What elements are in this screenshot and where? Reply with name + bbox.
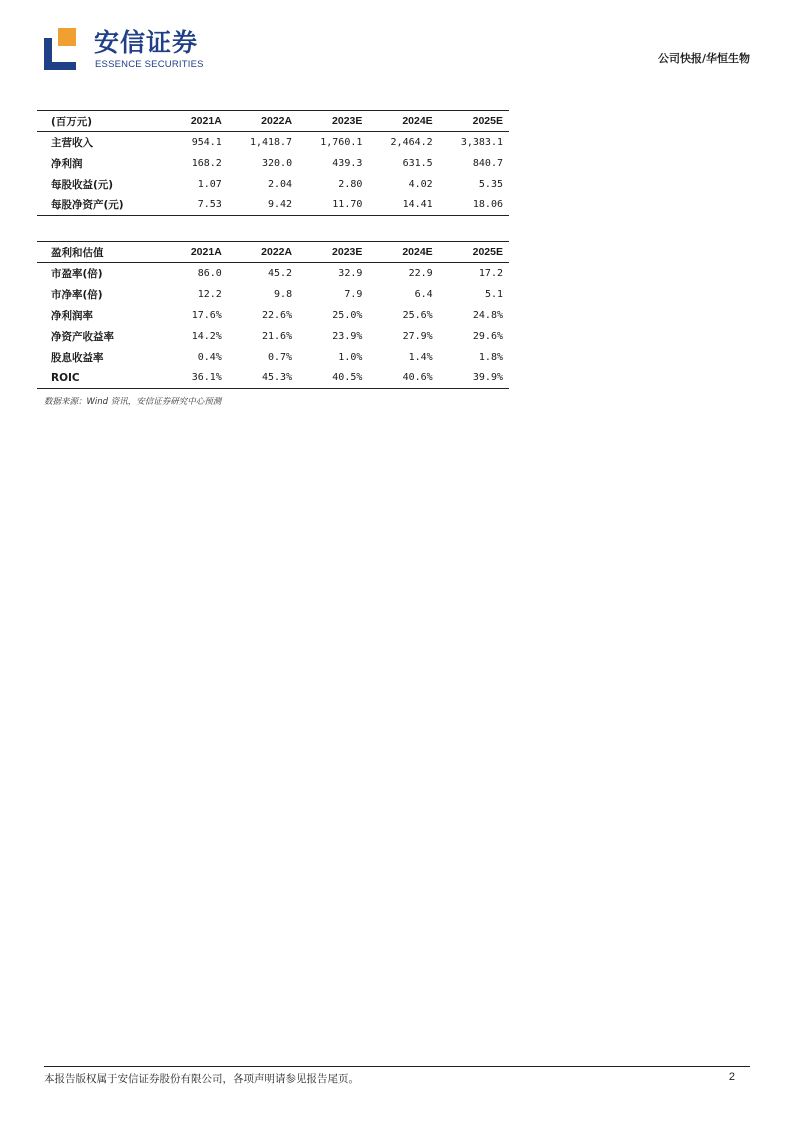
table-cell: 9.42 [228, 195, 298, 216]
row-label: 市净率(倍) [51, 288, 103, 301]
table-cell: 1.8% [478, 351, 503, 363]
table-cell: 1,760.1 [320, 136, 363, 148]
valuation-table [37, 241, 509, 389]
table-cell: 12.2 [197, 288, 222, 300]
table-cell: 2.04 [268, 178, 293, 190]
table-cell: 631.5 [402, 157, 433, 169]
table-cell: 22.6% [261, 309, 293, 321]
table-cell: 168.2 [191, 157, 222, 169]
column-header: 2024E [368, 242, 438, 263]
table-cell: 32.9 [338, 267, 363, 279]
row-label: 净资产收益率 [51, 330, 114, 343]
column-header: 2025E [439, 242, 509, 263]
table-cell: 9.8 [274, 288, 293, 300]
table-cell: 11.70 [298, 195, 368, 216]
table-row [37, 153, 509, 174]
table-cell: 5.1 [484, 288, 503, 300]
table-cell: 1.07 [197, 178, 222, 190]
table-cell: 25.0% [332, 309, 363, 321]
table-row [37, 195, 509, 216]
footer-divider [44, 1066, 750, 1067]
table-header-row [37, 242, 509, 263]
source-note: 数据来源：Wind 资讯，安信证券研究中心预测 [44, 397, 222, 407]
table-cell: 25.6% [402, 309, 433, 321]
table-cell: 39.9% [439, 368, 509, 389]
row-label: 每股收益(元) [51, 178, 114, 191]
row-label: 股息收益率 [51, 351, 104, 364]
column-header: 2022A [228, 111, 298, 132]
table-cell: 40.6% [368, 368, 438, 389]
table-row [37, 132, 509, 153]
table-header-row [37, 111, 509, 132]
table-cell: 21.6% [261, 330, 293, 342]
column-header: 2023E [298, 242, 368, 263]
row-label: ROIC [37, 368, 158, 389]
page-number: 2 [728, 1071, 735, 1083]
table-cell: 14.41 [368, 195, 438, 216]
table-cell: 2,464.2 [390, 136, 433, 148]
column-header: 2024E [368, 111, 438, 132]
table-row [37, 347, 509, 368]
table-cell: 0.7% [268, 351, 293, 363]
table-cell: 45.3% [228, 368, 298, 389]
table-cell: 840.7 [472, 157, 503, 169]
table-cell: 18.06 [439, 195, 509, 216]
table-cell: 6.4 [414, 288, 433, 300]
table-cell: 0.4% [197, 351, 222, 363]
column-header: 2025E [439, 111, 509, 132]
table-cell: 1,418.7 [249, 136, 293, 148]
table-row [37, 263, 509, 284]
table-cell: 7.53 [158, 195, 228, 216]
financial-summary-table [37, 110, 509, 216]
table-cell: 7.9 [344, 288, 363, 300]
page-header [44, 28, 750, 72]
logo-name-cn: 安信证券 [94, 28, 199, 57]
row-label: 净利润 [51, 157, 83, 170]
table-cell: 86.0 [197, 267, 222, 279]
footer-disclaimer: 本报告版权属于安信证券股份有限公司，各项声明请参见报告尾页。 [44, 1073, 359, 1085]
row-label: 主营收入 [51, 136, 93, 149]
logo-icon [44, 28, 76, 70]
table-cell: 1.4% [408, 351, 433, 363]
row-label: 市盈率(倍) [51, 267, 103, 280]
table-cell: 1.0% [338, 351, 363, 363]
logo-name-en: ESSENCE SECURITIES [95, 59, 204, 70]
column-header: 2021A [158, 242, 228, 263]
table-row [37, 284, 509, 305]
table-row [37, 305, 509, 326]
column-header: (百万元) [37, 111, 158, 132]
table-cell: 29.6% [472, 330, 503, 342]
table-row [37, 368, 509, 389]
column-header: 2022A [228, 242, 298, 263]
row-label: 净利润率 [51, 309, 93, 322]
table-cell: 45.2 [268, 267, 293, 279]
table-cell: 24.8% [472, 309, 503, 321]
table-cell: 36.1% [158, 368, 228, 389]
table-cell: 23.9% [332, 330, 363, 342]
column-header: 2023E [298, 111, 368, 132]
table-row [37, 174, 509, 195]
table-cell: 40.5% [298, 368, 368, 389]
row-label: 每股净资产(元) [37, 195, 158, 216]
table-cell: 439.3 [332, 157, 363, 169]
table-cell: 320.0 [261, 157, 293, 169]
report-type: 公司快报/华恒生物 [657, 52, 750, 65]
table-cell: 17.6% [191, 309, 222, 321]
column-header: 盈利和估值 [37, 242, 158, 263]
table-row [37, 326, 509, 347]
table-cell: 954.1 [191, 136, 222, 148]
table-cell: 2.80 [338, 178, 363, 190]
column-header: 2021A [158, 111, 228, 132]
table-cell: 17.2 [478, 267, 503, 279]
table-cell: 22.9 [408, 267, 433, 279]
table-cell: 4.02 [408, 178, 433, 190]
table-cell: 5.35 [478, 178, 503, 190]
table-cell: 14.2% [191, 330, 222, 342]
table-cell: 27.9% [402, 330, 433, 342]
table-cell: 3,383.1 [460, 136, 503, 148]
